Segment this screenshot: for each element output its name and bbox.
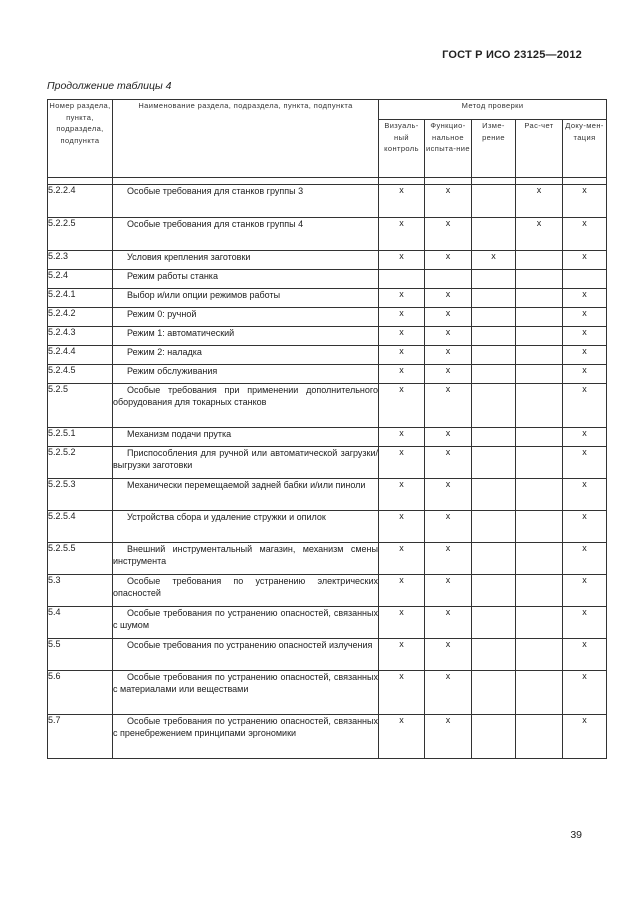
row-number: 5.2.2.5	[48, 218, 113, 251]
table-row	[48, 384, 607, 428]
method-mark	[472, 479, 516, 511]
method-mark: х	[563, 365, 607, 384]
row-number: 5.2.5.3	[48, 479, 113, 511]
row-name: Приспособления для ручной или автоматической загрузки/выгрузки заготовки	[113, 447, 379, 479]
method-mark: х	[563, 308, 607, 327]
row-name: Режим 1: автоматический	[113, 327, 379, 346]
method-mark: х	[425, 327, 472, 346]
method-mark: х	[425, 218, 472, 251]
row-number: 5.6	[48, 671, 113, 715]
row-name: Механически перемещаемой задней бабки и/или пиноли	[113, 479, 379, 511]
method-mark: х	[379, 251, 425, 270]
method-mark	[516, 289, 563, 308]
method-mark	[516, 308, 563, 327]
row-name: Режим 2: наладка	[113, 346, 379, 365]
row-number: 5.2.5.1	[48, 428, 113, 447]
method-mark: х	[563, 447, 607, 479]
table-row	[48, 251, 607, 270]
method-mark	[472, 715, 516, 759]
row-number: 5.2.4	[48, 270, 113, 289]
row-name: Особые требования по устранению опасностей излучения	[113, 639, 379, 671]
table-row	[48, 543, 607, 575]
method-mark: х	[379, 327, 425, 346]
method-mark: х	[379, 289, 425, 308]
table-row	[48, 289, 607, 308]
table-row	[48, 671, 607, 715]
row-number: 5.7	[48, 715, 113, 759]
row-name: Особые требования для станков группы 3	[113, 185, 379, 218]
method-mark	[379, 270, 425, 289]
method-mark: х	[425, 575, 472, 607]
method-mark	[472, 218, 516, 251]
method-mark: х	[516, 218, 563, 251]
table-row	[48, 365, 607, 384]
method-mark	[472, 327, 516, 346]
method-mark: х	[425, 289, 472, 308]
row-number: 5.2.5.4	[48, 511, 113, 543]
method-mark: х	[425, 511, 472, 543]
method-mark: х	[379, 715, 425, 759]
method-mark: х	[563, 327, 607, 346]
row-number: 5.4	[48, 607, 113, 639]
row-name: Выбор и/или опции режимов работы	[113, 289, 379, 308]
row-name: Механизм подачи прутка	[113, 428, 379, 447]
table-row	[48, 715, 607, 759]
table-body	[48, 185, 607, 759]
table-row	[48, 346, 607, 365]
method-mark: х	[379, 365, 425, 384]
method-mark	[563, 270, 607, 289]
method-mark: х	[425, 447, 472, 479]
method-mark: х	[425, 308, 472, 327]
row-number: 5.3	[48, 575, 113, 607]
col-header-name: Наименование раздела, подраздела, пункта, подпункта	[113, 100, 379, 178]
row-name: Особые требования при применении дополнительного оборудования для токарных станков	[113, 384, 379, 428]
verification-table	[47, 99, 607, 759]
method-mark: х	[563, 384, 607, 428]
method-mark: х	[563, 479, 607, 511]
col-header-number: Номер раздела, пункта, подраздела, подпункта	[48, 100, 113, 178]
method-mark	[472, 384, 516, 428]
row-number: 5.2.3	[48, 251, 113, 270]
method-mark	[472, 543, 516, 575]
col-header-calculation: Рас-чет	[516, 120, 563, 178]
method-mark: х	[563, 715, 607, 759]
table-row	[48, 575, 607, 607]
method-mark: х	[425, 428, 472, 447]
col-header-functional: Функцио-нальное испыта-ние	[425, 120, 472, 178]
method-mark	[516, 327, 563, 346]
method-mark	[472, 607, 516, 639]
row-name: Особые требования по устранению опасностей, связанных с пренебрежением принципами эргономики	[113, 715, 379, 759]
method-mark	[516, 428, 563, 447]
method-mark: х	[563, 511, 607, 543]
method-mark: х	[379, 308, 425, 327]
method-mark	[516, 270, 563, 289]
row-number: 5.2.5.2	[48, 447, 113, 479]
method-mark	[472, 575, 516, 607]
row-number: 5.2.4.1	[48, 289, 113, 308]
method-mark	[516, 671, 563, 715]
method-mark: х	[563, 639, 607, 671]
method-mark	[516, 346, 563, 365]
method-mark: х	[379, 479, 425, 511]
method-mark: х	[563, 218, 607, 251]
method-mark: х	[379, 543, 425, 575]
method-mark: х	[472, 251, 516, 270]
row-number: 5.2.4.4	[48, 346, 113, 365]
method-mark: х	[425, 251, 472, 270]
table-row	[48, 185, 607, 218]
method-mark: х	[379, 447, 425, 479]
method-mark	[472, 639, 516, 671]
table-row	[48, 270, 607, 289]
method-mark	[516, 543, 563, 575]
method-mark	[516, 575, 563, 607]
header-separator	[48, 178, 607, 185]
method-mark	[472, 308, 516, 327]
row-number: 5.2.4.5	[48, 365, 113, 384]
method-mark	[472, 511, 516, 543]
row-name: Устройства сбора и удаление стружки и опилок	[113, 511, 379, 543]
method-mark: х	[425, 346, 472, 365]
method-mark	[472, 185, 516, 218]
table-row	[48, 308, 607, 327]
method-mark: х	[563, 607, 607, 639]
row-name: Режим 0: ручной	[113, 308, 379, 327]
page-number: 39	[570, 829, 582, 841]
row-number: 5.5	[48, 639, 113, 671]
method-mark: х	[563, 428, 607, 447]
row-name: Режим работы станка	[113, 270, 379, 289]
method-mark: х	[563, 251, 607, 270]
row-number: 5.2.4.2	[48, 308, 113, 327]
method-mark	[472, 346, 516, 365]
method-mark	[472, 447, 516, 479]
method-mark	[516, 511, 563, 543]
method-mark	[472, 365, 516, 384]
row-name: Особые требования по устранению опасностей, связанных с шумом	[113, 607, 379, 639]
method-mark: х	[425, 479, 472, 511]
method-mark	[516, 447, 563, 479]
table-row	[48, 639, 607, 671]
method-mark: х	[425, 365, 472, 384]
document-code: ГОСТ Р ИСО 23125—2012	[442, 49, 582, 61]
method-mark: х	[379, 575, 425, 607]
table-row	[48, 607, 607, 639]
method-mark: х	[425, 185, 472, 218]
method-mark	[472, 671, 516, 715]
row-name: Условия крепления заготовки	[113, 251, 379, 270]
method-mark: х	[379, 639, 425, 671]
method-mark: х	[563, 346, 607, 365]
method-mark: х	[563, 185, 607, 218]
method-mark	[425, 270, 472, 289]
row-number: 5.2.5.5	[48, 543, 113, 575]
method-mark: х	[379, 671, 425, 715]
method-mark: х	[563, 575, 607, 607]
table-row	[48, 511, 607, 543]
table-row	[48, 479, 607, 511]
method-mark	[472, 289, 516, 308]
method-mark	[516, 715, 563, 759]
table-header	[48, 100, 607, 185]
method-mark: х	[379, 511, 425, 543]
row-name: Особые требования для станков группы 4	[113, 218, 379, 251]
method-mark	[516, 251, 563, 270]
row-name: Режим обслуживания	[113, 365, 379, 384]
col-header-documentation: Доку-мен-тация	[563, 120, 607, 178]
table-caption: Продолжение таблицы 4	[47, 80, 172, 92]
method-mark: х	[379, 607, 425, 639]
method-mark: х	[425, 639, 472, 671]
method-mark: х	[379, 218, 425, 251]
row-number: 5.2.4.3	[48, 327, 113, 346]
method-mark: х	[516, 185, 563, 218]
method-mark	[516, 479, 563, 511]
method-mark: х	[425, 384, 472, 428]
method-mark	[516, 365, 563, 384]
row-number: 5.2.5	[48, 384, 113, 428]
method-mark	[516, 384, 563, 428]
method-mark: х	[563, 671, 607, 715]
col-header-method: Метод проверки	[379, 100, 607, 120]
table-row	[48, 428, 607, 447]
table-row	[48, 447, 607, 479]
table-row	[48, 218, 607, 251]
row-number: 5.2.2.4	[48, 185, 113, 218]
method-mark: х	[425, 543, 472, 575]
method-mark	[516, 607, 563, 639]
method-mark: х	[563, 543, 607, 575]
method-mark	[516, 639, 563, 671]
method-mark: х	[379, 346, 425, 365]
method-mark: х	[379, 428, 425, 447]
method-mark: х	[425, 607, 472, 639]
col-header-measurement: Изме-рение	[472, 120, 516, 178]
row-name: Особые требования по устранению опасностей, связанных с материалами или веществами	[113, 671, 379, 715]
method-mark: х	[425, 715, 472, 759]
row-name: Особые требования по устранению электрических опасностей	[113, 575, 379, 607]
method-mark: х	[379, 384, 425, 428]
method-mark	[472, 428, 516, 447]
method-mark	[472, 270, 516, 289]
method-mark: х	[379, 185, 425, 218]
row-name: Внешний инструментальный магазин, механизм смены инструмента	[113, 543, 379, 575]
method-mark: х	[563, 289, 607, 308]
method-mark: х	[425, 671, 472, 715]
table-row	[48, 327, 607, 346]
col-header-visual: Визуаль-ный контроль	[379, 120, 425, 178]
